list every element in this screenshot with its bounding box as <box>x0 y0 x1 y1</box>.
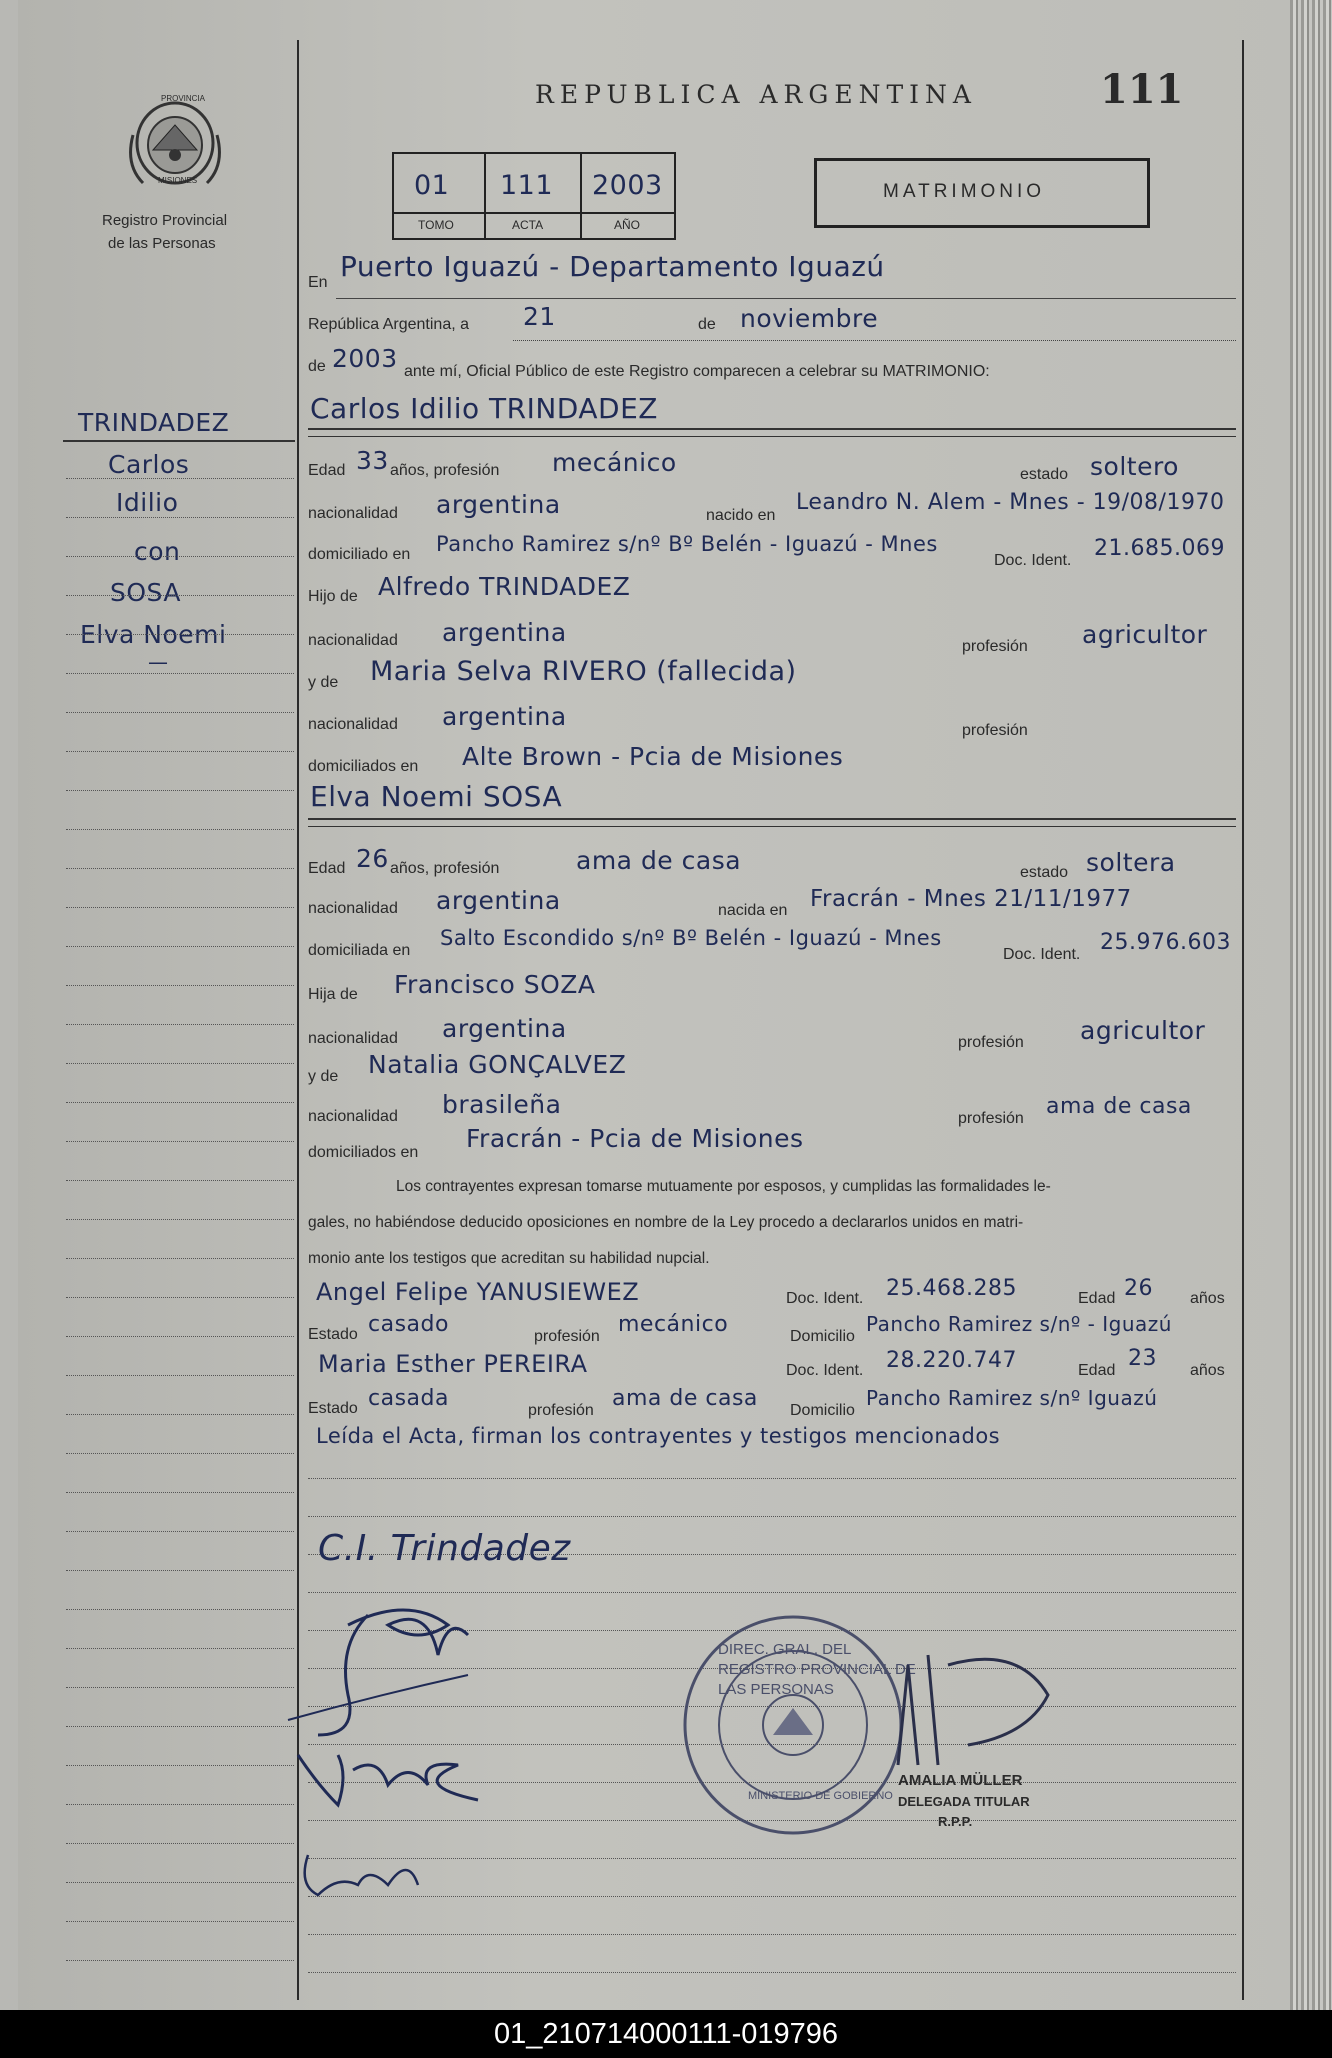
groom-father-nationality: argentina <box>442 618 567 647</box>
margin-rule-line <box>66 1297 294 1298</box>
registry-line2: de las Personas <box>108 235 216 252</box>
margin-rule-line <box>66 1141 294 1142</box>
groom-age: 33 <box>356 446 389 475</box>
bride-document: 25.976.603 <box>1100 930 1231 955</box>
groom-marital-status: soltero <box>1090 452 1179 481</box>
registry-line1: Registro Provincial <box>102 212 228 229</box>
groom-address: Pancho Ramirez s/nº Bº Belén - Iguazú - Mnes <box>436 532 938 556</box>
margin-rule-line <box>66 1180 294 1181</box>
anio-value: 2003 <box>592 170 663 201</box>
bride-age: 26 <box>356 844 389 873</box>
record-type-box <box>814 158 1150 228</box>
bride-mother-nationality: brasileña <box>442 1090 562 1119</box>
groom-father-profession: agricultor <box>1082 620 1208 649</box>
witness2-address: Pancho Ramirez s/nº Iguazú <box>866 1386 1158 1410</box>
margin-rule-line <box>66 1063 294 1064</box>
bride-marital-status: soltera <box>1086 848 1176 877</box>
margin-rule-line <box>66 1570 294 1571</box>
register-sheet: PROVINCIA MISIONES Registro Provincial de las Personas REPUBLICA ARGENTINA 111 01 111 2003 TOMO ACTA AÑO MATRIMONIO TRINDADEZ Carlos Idilio con SOSA Elva Noemi — En Puerto Iguazú - Departamento Iguazú República Argentina, a 21 de noviembre de 2003 ante mí, Oficial Público de este Registro comparecen a celebrar su MATRIMONIO: Carlos Idilio TRINDADEZ Edad 33 años, profesión mecánico estado soltero nacionalidad argentina nacido en Leandro N. Alem - Mnes - 19/08/1970 domiciliado en Pancho Ramirez s/nº Bº Belén - Iguazú - Mnes Doc. Ident. 21.685.069 Hijo de Alfredo TRINDADEZ nacionalidad argentina profesión agricultor y de Maria Selva RIVERO (fallecida) nacionalidad argentina profesión domiciliados en Alte Brown - Pcia de Misiones Elva Noemi SOSA Edad 26 años, profesión ama de casa estado soltera nacionalidad argentina nacida en Fracrán - Mnes 21/11/1977 domiciliada en Salto Escondido s/nº Bº Belén - Iguazú - Mnes Doc. Ident. 25.976.603 Hija de Francisco SOZA nacionalidad argentina profesión agricultor y de Natalia GONÇALVEZ nacionalidad brasileña profesión ama de casa domiciliados en Fracrán - Pcia de Misiones Los contrayentes expresan tomarse mutuamente por esposos, y cumplidas las formalidades le- gales, no habiéndose deducido oposiciones en nombre de la Ley procedo a declararlos unidos en matri- monio ante los testigos que acreditan su habilidad nupcial. Angel Felipe YANUSIEWEZ Doc. Ident. 25.468.285 Edad 26 años Estado casado profesión mecánico Domicilio Pancho Ramirez s/nº - Iguazú Maria Esther PEREIRA Doc. Ident. 28.220.747 Edad 23 años Estado casada profesión ama de casa Domicilio Pancho Ramirez s/nº Iguazú Leída el Acta, firman los contrayentes y testigos mencionados C.I. Trindadez DIREC. GRAL. DEL REGISTRO PROVINCIAL DE LAS PERSONAS MINISTERIO DE GOBIERNO AMALIA MÜLLER DELEGADA TITULAR R.P.P. <box>18 0 1308 2010</box>
margin-name-1: Carlos <box>108 450 190 479</box>
closing-text: Leída el Acta, firman los contrayentes y testigos mencionados <box>316 1424 1001 1448</box>
witness1-address: Pancho Ramirez s/nº - Iguazú <box>866 1312 1172 1336</box>
page-number: 111 <box>1100 66 1184 113</box>
bride-mother-profession: ama de casa <box>1046 1094 1192 1119</box>
margin-rule-line <box>66 634 294 635</box>
bride-profession: ama de casa <box>576 846 742 875</box>
anio-label: AÑO <box>614 218 641 232</box>
margin-rule-line <box>66 985 294 986</box>
margin-rule-line <box>66 1726 294 1727</box>
witness1-document: 25.468.285 <box>886 1276 1017 1301</box>
margin-rule-line <box>66 1453 294 1454</box>
official-office: R.P.P. <box>938 1814 973 1829</box>
body-rule-line <box>308 1516 1236 1517</box>
margin-rule-line <box>66 1375 294 1376</box>
witness2-name: Maria Esther PEREIRA <box>318 1350 588 1378</box>
crest-text-bottom: MISIONES <box>158 176 198 185</box>
stamp-inner-text: MINISTERIO DE GOBIERNO <box>748 1790 893 1802</box>
groom-profession: mecánico <box>552 448 677 477</box>
margin-rule-line <box>66 907 294 908</box>
groom-name: Carlos Idilio TRINDADEZ <box>310 392 658 425</box>
witness1-marital-status: casado <box>368 1312 449 1337</box>
margin-surname-1: TRINDADEZ <box>78 408 230 437</box>
de-label: de <box>698 316 716 333</box>
official-signature <box>878 1625 1088 1785</box>
margin-dash: — <box>148 650 169 674</box>
official-name: AMALIA MÜLLER <box>898 1772 1023 1789</box>
declaration-line1: Los contrayentes expresan tomarse mutuamente por esposos, y cumplidas las formalidades le- <box>396 1178 1051 1195</box>
margin-rule-line <box>66 517 294 518</box>
groom-parents-address: Alte Brown - Pcia de Misiones <box>462 742 844 771</box>
de2-label: de <box>308 358 326 375</box>
record-type: MATRIMONIO <box>883 181 1046 202</box>
margin-rule-line <box>66 868 294 869</box>
en-label: En <box>308 274 328 291</box>
acta-value: 111 <box>500 170 554 201</box>
record-number-box <box>392 152 676 240</box>
year-value: 2003 <box>332 344 398 373</box>
margin-rule-line <box>66 1648 294 1649</box>
place-value: Puerto Iguazú - Departamento Iguazú <box>340 250 885 283</box>
book-page-edges <box>1290 0 1332 2010</box>
signature-groom: C.I. Trindadez <box>318 1528 571 1569</box>
margin-rule-line <box>66 790 294 791</box>
country-title: REPUBLICA ARGENTINA <box>535 80 977 109</box>
bride-birthplace: Fracrán - Mnes 21/11/1977 <box>810 886 1132 912</box>
witness2-profession: ama de casa <box>612 1386 758 1411</box>
margin-rule <box>63 440 295 442</box>
witness1-profession: mecánico <box>618 1312 729 1337</box>
body-rule-line <box>308 1478 1236 1479</box>
groom-mother: Maria Selva RIVERO (fallecida) <box>370 656 797 687</box>
margin-rule-line <box>66 556 294 557</box>
margin-surname-2: SOSA <box>110 578 181 607</box>
margin-rule-line <box>66 1765 294 1766</box>
margin-rule-line <box>66 1414 294 1415</box>
declaration-line3: monio ante los testigos que acreditan su habilidad nupcial. <box>308 1250 710 1267</box>
tomo-label: TOMO <box>418 218 454 232</box>
month-value: noviembre <box>740 304 879 333</box>
groom-father: Alfredo TRINDADEZ <box>378 572 631 601</box>
margin-rule-line <box>66 1843 294 1844</box>
margin-rule-line <box>66 1531 294 1532</box>
margin-rule-line <box>66 1336 294 1337</box>
margin-rule-line <box>66 751 294 752</box>
bride-parents-address: Fracrán - Pcia de Misiones <box>466 1124 804 1153</box>
witness1-age: 26 <box>1124 1276 1153 1301</box>
margin-con: con <box>134 537 181 566</box>
margin-rule-line <box>66 1882 294 1883</box>
republica-label: República Argentina, a <box>308 316 469 333</box>
bride-father-profession: agricultor <box>1080 1016 1206 1045</box>
right-border <box>1242 40 1244 2000</box>
margin-rule-line <box>66 1492 294 1493</box>
stamp-outer-text: DIREC. GRAL. DEL REGISTRO PROVINCIAL DE LAS PERSONAS <box>718 1641 916 1698</box>
margin-rule-line <box>66 1102 294 1103</box>
day-value: 21 <box>523 302 556 331</box>
margin-rule-line <box>66 478 294 479</box>
bride-father-nationality: argentina <box>442 1014 567 1043</box>
margin-rule-line <box>66 1024 294 1025</box>
margin-name-2: Idilio <box>116 488 179 517</box>
bride-nationality: argentina <box>436 886 561 915</box>
signatures-drawn <box>278 1585 608 1945</box>
acta-label: ACTA <box>512 218 544 232</box>
margin-rule-line <box>66 1687 294 1688</box>
witness2-document: 28.220.747 <box>886 1348 1017 1373</box>
bride-father: Francisco SOZA <box>394 970 596 999</box>
bride-name: Elva Noemi SOSA <box>310 780 563 813</box>
groom-mother-nationality: argentina <box>442 702 567 731</box>
scan-id-caption: 01_210714000111-019796 <box>0 2010 1332 2058</box>
declaration-line2: gales, no habiéndose deducido oposiciones en nombre de la Ley procedo a declararlos unidos en matri- <box>308 1214 1024 1231</box>
margin-rule-line <box>66 1921 294 1922</box>
margin-rule-line <box>66 946 294 947</box>
witness2-age: 23 <box>1128 1346 1157 1371</box>
groom-document: 21.685.069 <box>1094 536 1225 561</box>
margin-rule-line <box>66 829 294 830</box>
witness1-name: Angel Felipe YANUSIEWEZ <box>316 1278 640 1306</box>
margin-rule-line <box>66 1804 294 1805</box>
bride-address: Salto Escondido s/nº Bº Belén - Iguazú - Mnes <box>440 926 942 950</box>
margin-rule-line <box>66 1960 294 1961</box>
margin-rule-line <box>66 1219 294 1220</box>
intro-statement: ante mí, Oficial Público de este Registro comparecen a celebrar su MATRIMONIO: <box>404 363 990 380</box>
margin-name-3: Elva Noemi <box>80 620 227 649</box>
official-role: DELEGADA TITULAR <box>898 1794 1030 1809</box>
crest-text-top: PROVINCIA <box>161 94 206 103</box>
witness2-marital-status: casada <box>368 1386 449 1411</box>
tomo-value: 01 <box>414 170 450 201</box>
margin-rule-line <box>66 673 294 674</box>
bride-mother: Natalia GONÇALVEZ <box>368 1050 627 1079</box>
groom-nationality: argentina <box>436 490 561 519</box>
groom-birthplace: Leandro N. Alem - Mnes - 19/08/1970 <box>796 490 1225 515</box>
margin-rule-line <box>66 712 294 713</box>
margin-rule-line <box>66 1609 294 1610</box>
margin-rule-line <box>66 595 294 596</box>
margin-rule-line <box>66 1258 294 1259</box>
body-rule-line <box>308 1972 1236 1973</box>
